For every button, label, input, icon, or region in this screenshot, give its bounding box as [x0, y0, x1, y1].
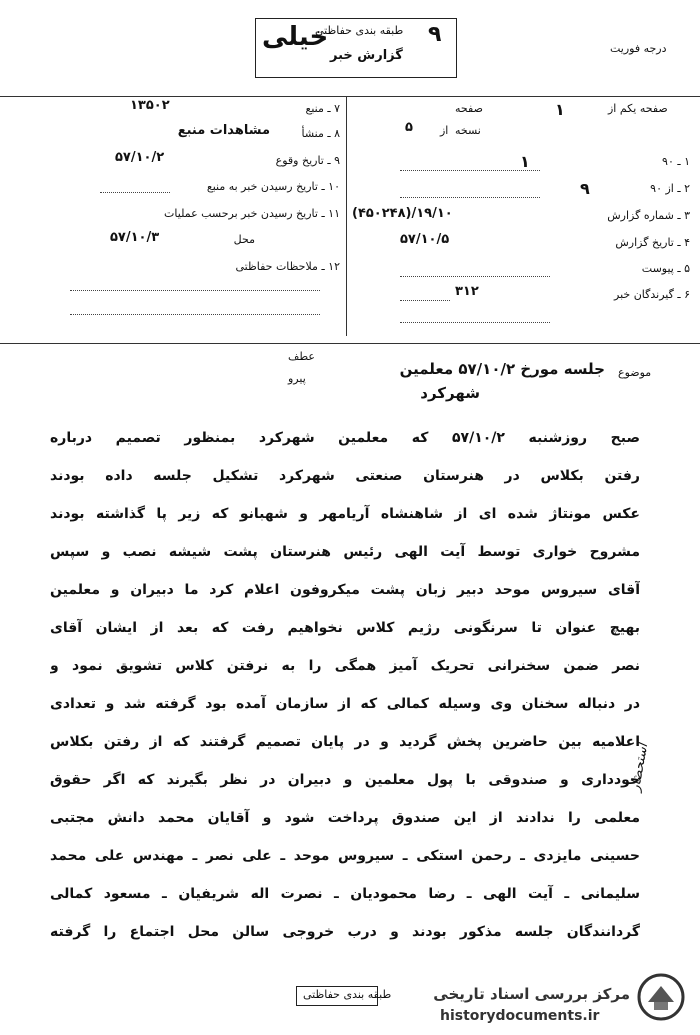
dotted-line: [400, 322, 550, 323]
dotted-line: [400, 197, 540, 198]
body-line: معلمی را ندادند از این صندوق پرداخت شود و آقایان محمد دانش مجتبی: [50, 810, 640, 826]
field-label: ۵ ـ پیوست: [641, 262, 690, 275]
subject-label: موضوع: [618, 366, 652, 379]
field-label: ۲ ـ از ۹۰: [650, 182, 690, 195]
field-label: ۱۱ ـ تاریخ رسیدن خبر برحسب عملیات: [164, 207, 340, 220]
subject-reference: عطف: [288, 350, 315, 363]
body-line: آقای سیروس موحد دبیر زبان پشت میکروفون اعلام کرد ما دبیران و معلمین: [50, 582, 640, 598]
page-of-label: صفحه یکم از: [608, 102, 668, 115]
field-label: ۶ ـ گیرندگان خبر: [614, 288, 690, 301]
body-line: گردانندگان جلسه مذکور بودند و درب خروجی سالن محل اجتماع را گرفته: [50, 924, 640, 940]
field-label: محل: [233, 233, 255, 246]
recipients-value: ۳۱۲: [455, 284, 479, 299]
dotted-line: [400, 276, 550, 277]
copies-value: ۵: [405, 120, 413, 135]
field-value: ۹: [580, 179, 590, 198]
body-line: رفتن بکلاس در هنرستان صنعتی شهرکرد تشکیل جلسه داده بودند: [50, 468, 640, 484]
body-line: سلیمانی ـ آیت الهی ـ رضا محمودیان ـ نصرت اله شریفیان ـ مسعود کمالی: [50, 886, 640, 902]
report-date: ۵۷/۱۰/۵: [400, 232, 450, 247]
priority-label: درجه فوریت: [610, 42, 667, 55]
body-line: اعلامیه بین حاضرین پخش گردید و در پایان تصمیم گرفتند که از رفتن بکلاس: [50, 734, 640, 750]
field-label: ۷ ـ منبع: [305, 102, 340, 115]
watermark-url: historydocuments.ir: [440, 1008, 600, 1024]
header-divider: [0, 96, 700, 97]
subject-followup: پیرو: [288, 372, 306, 385]
field-label: ۸ ـ منشأ: [301, 127, 340, 140]
body-line: خودداری و صندوقی با پول معلمین و دبیران در نظر بگیرند که اگر حقوق: [50, 772, 640, 788]
occurrence-date: ۵۷/۱۰/۲: [115, 150, 165, 165]
body-line: بهیچ عنوان تا سرنگونی رژیم کلاس نخواهیم رفت که بعد از ایشان آقای: [50, 620, 640, 636]
footer-classification: طبقه بندی حفاظتی: [303, 988, 392, 1001]
column-divider: [346, 96, 347, 336]
subject-line-2: شهرکرد: [420, 384, 480, 402]
field-label: ۴ ـ تاریخ گزارش: [615, 236, 690, 249]
page-label: صفحه: [455, 102, 483, 115]
stamp-number: ۹: [428, 22, 442, 47]
origin-value: مشاهدات منبع: [177, 123, 270, 138]
subject-divider: [0, 343, 700, 344]
dotted-line: [400, 170, 540, 171]
source-value: ۱۳۵۰۲: [130, 98, 170, 113]
dotted-line: [70, 290, 320, 291]
dotted-line: [70, 314, 320, 315]
body-line: در دنباله سخنان وی وسیله کمالی که از سازمان آمده بود گرفته شد و تعدادی: [50, 696, 640, 712]
subject-line-1: جلسه مورخ ۵۷/۱۰/۲ معلمین: [399, 360, 605, 378]
field-label: ۱۰ ـ تاریخ رسیدن خبر به منبع: [206, 180, 340, 193]
of-label: از: [440, 124, 449, 137]
body-line: نصر ضمن سخنرانی تحریک آمیز همگی را به نرفتن کلاس تشویق نمود و: [50, 658, 640, 674]
dotted-line: [400, 300, 450, 301]
field-label: ۳ ـ شماره گزارش: [607, 209, 690, 222]
field-label: ۹ ـ تاریخ وقوع: [275, 154, 340, 167]
body-line: عکس مونتاژ شده ای از شاهنشاه آریامهر و شهبانو که زیر پا گذاشته بودند: [50, 506, 640, 522]
watermark-text: مرکز بررسی اسناد تاریخی: [433, 985, 630, 1003]
body-line: صبح روزشنبه ۵۷/۱۰/۲ که معلمین شهرکرد بمنظور تصمیم درباره: [50, 430, 640, 446]
location-date: ۵۷/۱۰/۳: [110, 230, 160, 245]
stamp-secret-word: خیلی: [262, 22, 329, 52]
body-line: مشروح خواری توسط آیت الهی رئیس هنرستان پشت شیشه نصب و سپس: [50, 544, 640, 560]
archive-logo-icon: [636, 972, 686, 1022]
stamp-report-title: گزارش خبر: [330, 48, 403, 63]
report-number: (۴۵۰۲۴۸)/۱۹/۱۰: [352, 206, 453, 221]
body-line: حسینی مایزدی ـ رحمن استکی ـ سیروس موحد ـ علی نصر ـ مهندس علی محمد: [50, 848, 640, 864]
page-number: ۱: [555, 100, 565, 119]
field-label: ۱۲ ـ ملاحظات حفاظتی: [235, 260, 340, 273]
copy-label: نسخه: [455, 124, 481, 137]
dotted-line: [100, 192, 170, 193]
margin-handwritten-note: استحضار: [628, 742, 652, 793]
field-label: ۱ ـ ۹۰: [662, 155, 690, 168]
field-value: ۱: [520, 152, 530, 171]
stamp-classification: طبقه بندی حفاظتی: [315, 24, 404, 37]
